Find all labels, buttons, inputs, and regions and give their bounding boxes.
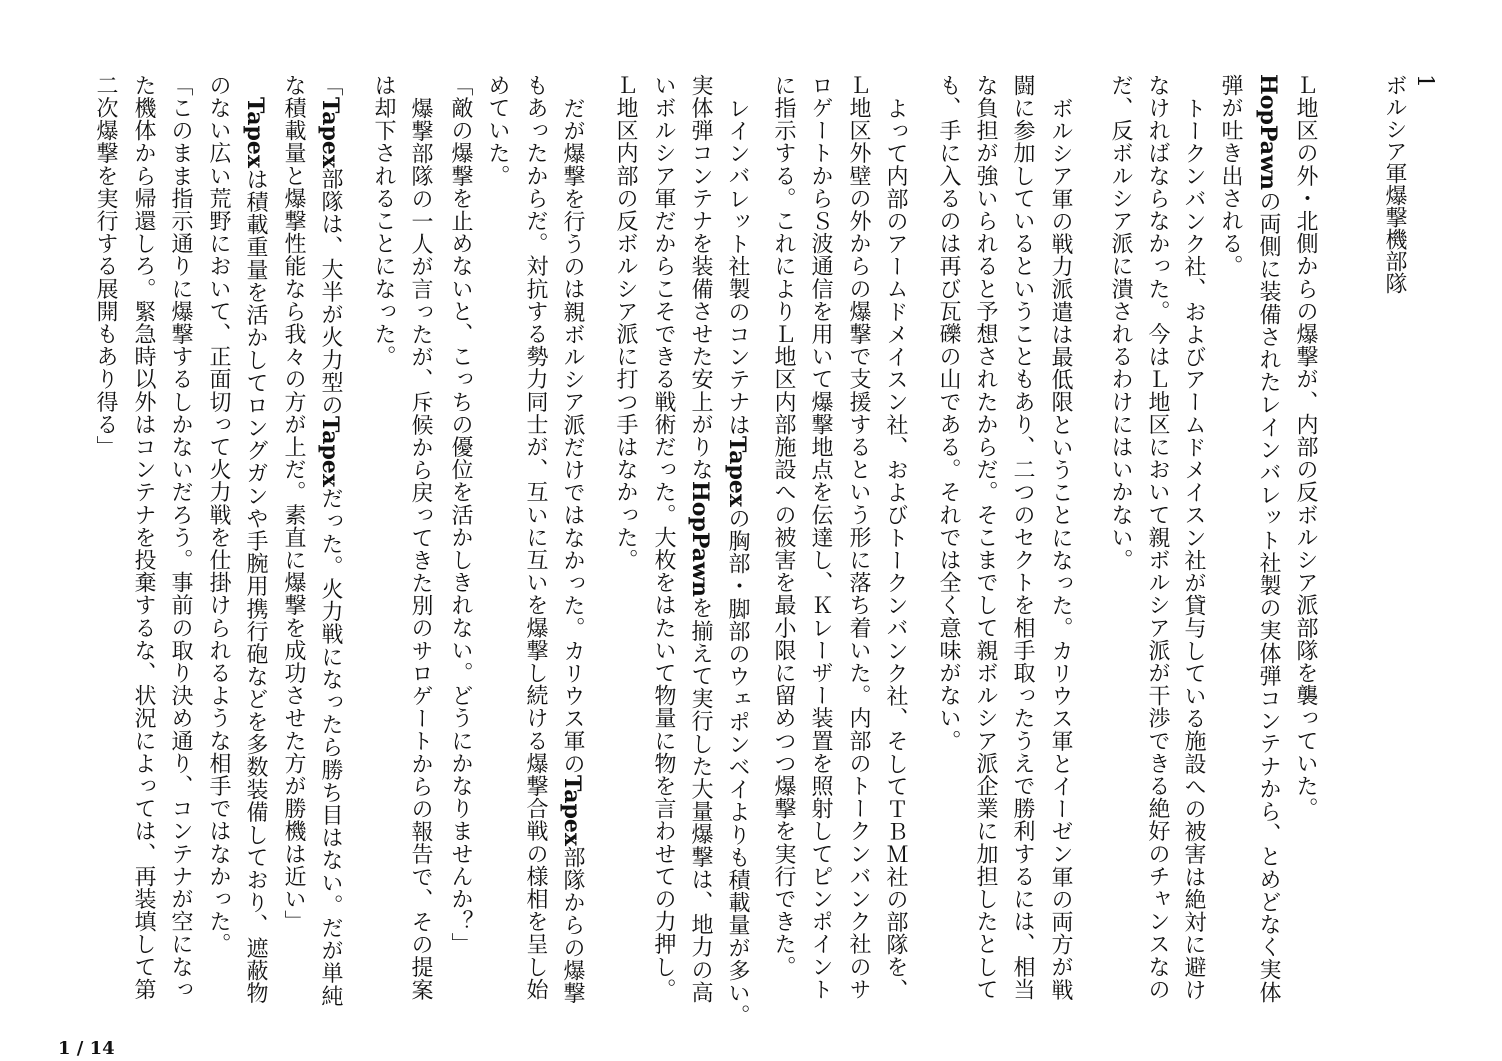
text-line: 「Tapex部隊は、大半が火力型のTapexだった。火力戦になったら勝ち目はない。だが単純 [317,74,343,1008]
mech-name: HopPawn [1255,74,1281,190]
text-line: 弾が吐き出される。 [1218,74,1243,278]
text-line: だが爆撃を行うのは親ボルシア派だけではなかった。カリウス軍のTapex部隊からの爆撃 [559,97,585,1005]
text-line: ボルシア軍の戦力派遣は最低限ということになった。カリウス軍とイーゼン軍の両方が戦 [1048,97,1073,1001]
text-line: ロゲートからＳ波通信を用いて爆撃地点を伝達し、Ｋレーザー装置を照射してピンポイント [808,74,833,1001]
text-line: もあったからだ。対抗する勢力同士が、互いに互いを爆撃し続ける爆撃合戦の様相を呈し始 [523,74,548,1001]
mech-name: HopPawn [687,480,713,597]
text-line: 実体弾コンテナを装備させた安上がりなHopPawnを揃えて実行した大量爆撃は、地力の高 [687,74,713,1004]
text-line: Tapexは積載重量を活かしてロングガンや手腕用携行砲などを多数装備しており、遮蔽物 [242,97,268,1005]
text-line: 「敵の爆撃を止めないと、こっちの優位を活かしきれない。どうにかなりませんか？」 [448,74,473,956]
text-line: Ｌ地区内部の反ボルシア派に打つ手はなかった。 [613,74,638,572]
mech-name: Tapex [317,416,343,488]
text-line: トークンバンク社、およびアームドメイスン社が貸与している施設への被害は絶対に避け [1181,97,1206,1001]
page-indicator: 1 / 14 [58,1038,115,1059]
text-line: 爆撃部隊の一人が言ったが、斥候から戻ってきた別のサロゲートからの報告で、その提案 [408,97,433,1001]
text-line: 「このまま指示通りに爆撃するしかないだろう。事前の取り決め通り、コンテナが空になっ [168,74,193,1001]
text-line: た機体から帰還しろ。緊急時以外はコンテナを投棄するな、状況によっては、再装填して第 [131,74,156,1001]
text-line: も、手に入るのは再び瓦礫の山である。それでは全く意味がない。 [936,74,961,752]
text-line: いボルシア軍だからこそできる戦術だった。大枚をはたいて物量に物を言わせての力押し。 [651,74,676,1001]
mech-name: Tapex [724,436,750,508]
text-line: な負担が強いられると予想されたからだ。そこまでして親ボルシア派企業に加担したとして [973,74,998,1001]
text-line: HopPawnの両側に装備されたレインバレット社製の実体弾コンテナから、とめどなく実体 [1255,74,1281,1004]
mech-name: Tapex [242,97,268,169]
text-line: よって内部のアームドメイスン社、およびトークンバンク社、そしてＴＢＭ社の部隊を、 [883,97,908,1001]
text-line: なければならなかった。今はＬ地区において親ボルシア派が干渉できる絶好のチャンスなの [1145,74,1170,1001]
text-line: Ｌ地区外壁の外からの爆撃で支援するという形に落ち着いた。内部のトークンバンク社のサ [846,74,871,1001]
text-line: めていた。 [485,74,510,187]
text-line: は却下されることになった。 [371,74,396,368]
text-line: 闘に参加しているということもあり、二つのセクトを相手取ったうえで勝利するには、相当 [1010,74,1035,1001]
text-line: のない広い荒野において、正面切って火力戦を仕掛けられるような相手ではなかった。 [206,74,231,956]
text-line: レインバレット社製のコンテナはTapexの胸部・脚部のウェポンベイよりも積載量が多い。 [724,97,750,1027]
mech-name: Tapex [317,96,343,168]
text-line: Ｌ地区の外・北側からの爆撃が、内部の反ボルシア派部隊を襲っていた。 [1293,74,1318,820]
chapter-number: 1 [1412,74,1437,88]
text-line: に指示する。これによりＬ地区内部施設への被害を最小限に留めつつ爆撃を実行できた。 [771,74,796,978]
text-line: だ、反ボルシア派に潰されるわけにはいかない。 [1108,74,1133,572]
text-line: 二次爆撃を実行する展開もあり得る」 [93,74,118,459]
text-line: な積載量と爆撃性能なら我々の方が上だ。素直に爆撃を成功させた方が勝機は近い」 [281,74,306,933]
chapter-title: ボルシア軍爆撃機部隊 [1382,74,1407,294]
mech-name: Tapex [559,775,585,847]
chapter-heading [1379,74,1439,294]
